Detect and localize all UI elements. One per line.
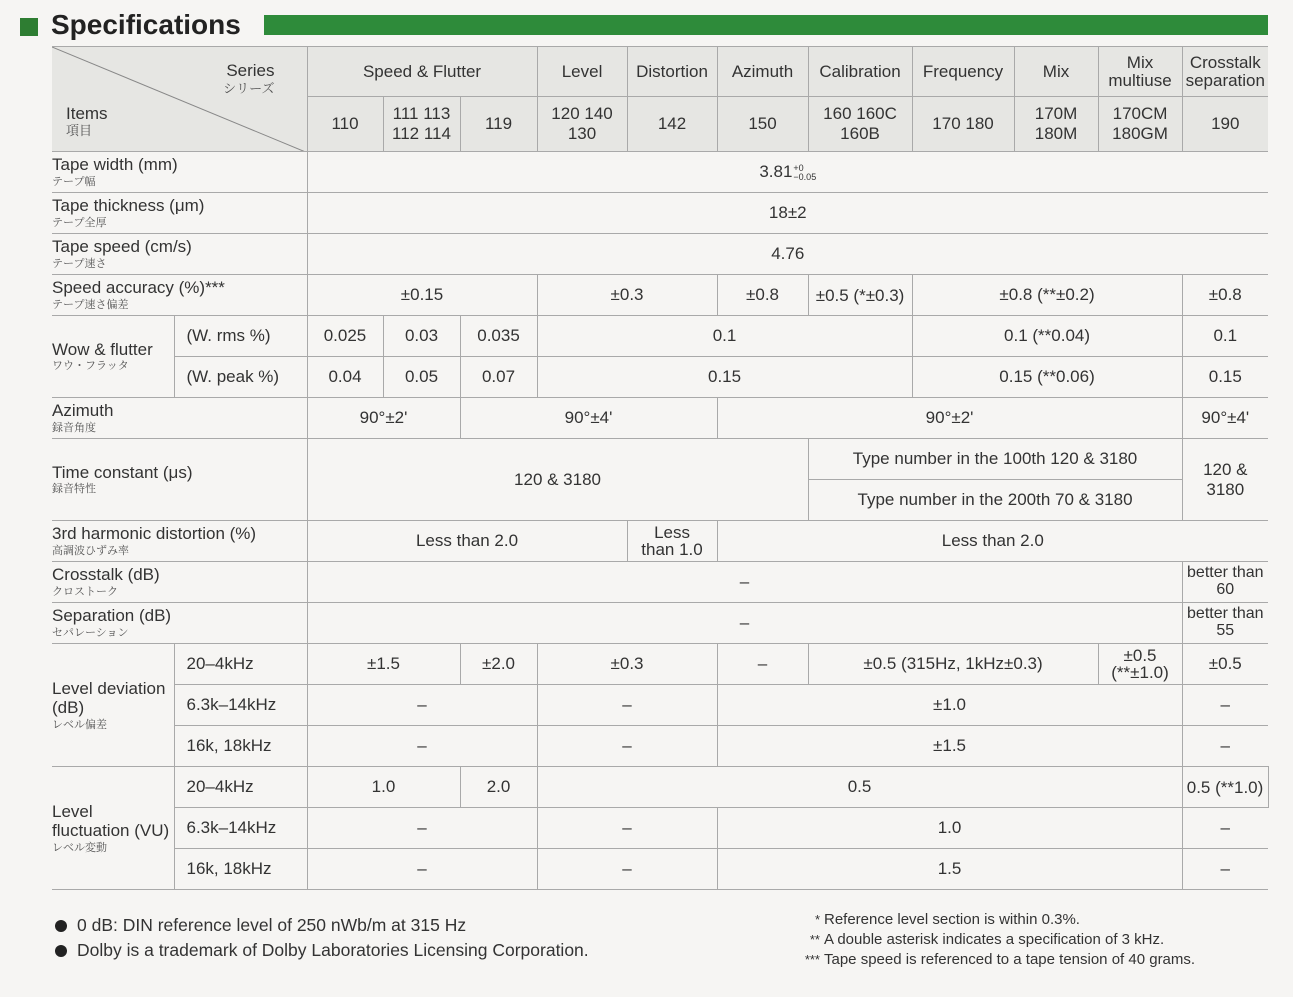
row-level-fluct-2	[52, 808, 1268, 849]
value-tape-width: 3.81 +0 −0.05	[307, 152, 1268, 193]
group-mix: Mix	[1014, 47, 1098, 97]
row-speed-accuracy	[52, 275, 1268, 316]
model-170m: 170M 180M	[1014, 97, 1098, 152]
value-wow-rms-3: 0.035	[460, 316, 537, 357]
row-wow-peak	[52, 357, 1268, 398]
label-level-fluct-r3: 16k, 18kHz	[174, 849, 307, 890]
row-level-dev-1	[52, 644, 1268, 685]
value-level-dev-r2-3: ±1.0	[717, 685, 1182, 726]
note-right-2: ** A double asterisk indicates a specification of 3 kHz.	[809, 931, 1165, 948]
value-crosstalk-1: –	[307, 562, 1182, 603]
label-level-fluct: Level fluctuation (VU) レベル変動	[52, 767, 174, 890]
value-level-dev-r1-1: ±1.5	[307, 644, 460, 685]
value-wow-rms-2: 0.03	[383, 316, 460, 357]
items-en: Items	[66, 103, 108, 123]
title-square-icon	[20, 18, 38, 36]
label-azimuth: Azimuth 録音角度	[52, 398, 307, 439]
label-crosstalk: Crosstalk (dB) クロストーク	[52, 562, 307, 603]
model-150: 150	[717, 97, 808, 152]
series-label	[223, 61, 274, 96]
value-wow-peak-2: 0.05	[383, 357, 460, 398]
value-time-constant-4: 120 & 3180	[1182, 439, 1268, 521]
model-142: 142	[627, 97, 717, 152]
value-level-dev-r1-5: ±0.5 (315Hz, 1kHz±0.3)	[808, 644, 1098, 685]
row-azimuth	[52, 398, 1268, 439]
label-level-dev: Level deviation (dB) レベル偏差	[52, 644, 174, 767]
value-separation-1: –	[307, 603, 1182, 644]
notes-right	[796, 910, 1195, 970]
label-level-fluct-r1: 20–4kHz	[174, 767, 307, 808]
value-wow-rms-6: 0.1	[1182, 316, 1268, 357]
label-wow-peak: (W. peak %)	[174, 357, 307, 398]
value-wow-rms-4: 0.1	[537, 316, 912, 357]
value-azimuth-3: 90°±2'	[717, 398, 1182, 439]
model-170cm: 170CM 180GM	[1098, 97, 1182, 152]
value-level-dev-r3-3: ±1.5	[717, 726, 1182, 767]
value-level-dev-r1-4: –	[717, 644, 808, 685]
row-tape-width	[52, 152, 1268, 193]
note-right-1: * Reference level section is within 0.3%.	[814, 911, 1080, 928]
page-title: Specifications	[51, 9, 241, 40]
notes-left	[55, 913, 589, 963]
row-separation	[52, 603, 1268, 644]
title-bar	[264, 15, 1268, 35]
label-tape-thickness: Tape thickness (μm) テープ全厚	[52, 193, 307, 234]
value-harmonic-1: Less than 2.0	[307, 521, 627, 562]
value-azimuth-2: 90°±4'	[460, 398, 717, 439]
value-level-dev-r1-7: ±0.5	[1182, 644, 1268, 685]
note-left-2: Dolby is a trademark of Dolby Laboratories Licensing Corporation.	[55, 938, 589, 963]
note-right-3: *** Tape speed is referenced to a tape tension of 40 grams.	[804, 951, 1196, 968]
value-speed-accuracy-2: ±0.3	[537, 275, 717, 316]
value-level-fluct-r3-3: 1.5	[717, 849, 1182, 890]
group-speed-flutter: Speed & Flutter	[307, 47, 537, 97]
label-level-fluct-r2: 6.3k–14kHz	[174, 808, 307, 849]
row-level-dev-3	[52, 726, 1268, 767]
row-level-fluct-1	[52, 767, 1268, 808]
value-speed-accuracy-1: ±0.15	[307, 275, 537, 316]
items-ja: 項目	[66, 123, 93, 139]
label-level-dev-r2: 6.3k–14kHz	[174, 685, 307, 726]
label-wow-rms: (W. rms %)	[174, 316, 307, 357]
value-level-dev-r3-1: –	[307, 726, 537, 767]
label-tape-width: Tape width (mm) テープ幅	[52, 152, 307, 193]
spec-table	[52, 46, 1268, 890]
bullet-icon	[55, 945, 67, 957]
value-level-dev-r3-4: –	[1182, 726, 1268, 767]
value-level-fluct-r3-2: –	[537, 849, 717, 890]
model-119: 119	[460, 97, 537, 152]
value-speed-accuracy-4: ±0.5 (*±0.3)	[808, 275, 912, 316]
bullet-icon	[55, 920, 67, 932]
value-level-fluct-r2-4: –	[1182, 808, 1268, 849]
value-level-fluct-r2-3: 1.0	[717, 808, 1182, 849]
label-harmonic: 3rd harmonic distortion (%) 高調波ひずみ率	[52, 521, 307, 562]
value-level-fluct-r1-2: 2.0	[460, 767, 537, 808]
model-111: 111 113 112 114	[383, 97, 460, 152]
value-level-dev-r1-2: ±2.0	[460, 644, 537, 685]
value-wow-rms-1: 0.025	[307, 316, 383, 357]
group-mix-multiuse: Mix multiuse	[1098, 47, 1182, 97]
row-time-constant-a	[52, 439, 1268, 480]
label-separation: Separation (dB) セパレーション	[52, 603, 307, 644]
row-crosstalk	[52, 562, 1268, 603]
value-level-dev-r1-3: ±0.3	[537, 644, 717, 685]
header-corner	[52, 47, 307, 152]
group-distortion: Distortion	[627, 47, 717, 97]
value-tape-thickness: 18±2	[307, 193, 1268, 234]
note-left-1: 0 dB: DIN reference level of 250 nWb/m at 315 Hz	[55, 913, 589, 938]
items-label	[66, 104, 108, 139]
label-tape-speed: Tape speed (cm/s) テープ速さ	[52, 234, 307, 275]
label-level-dev-r3: 16k, 18kHz	[174, 726, 307, 767]
value-level-fluct-r2-1: –	[307, 808, 537, 849]
value-time-constant-3: Type number in the 200th 70 & 3180	[808, 480, 1182, 521]
group-crosstalk: Crosstalk separation	[1182, 47, 1268, 97]
value-crosstalk-2: better than 60	[1182, 562, 1268, 603]
value-separation-2: better than 55	[1182, 603, 1268, 644]
row-level-dev-2	[52, 685, 1268, 726]
model-160: 160 160C 160B	[808, 97, 912, 152]
value-level-dev-r3-2: –	[537, 726, 717, 767]
label-wow-flutter: Wow & flutter ワウ・フラッタ	[52, 316, 174, 398]
row-tape-thickness	[52, 193, 1268, 234]
value-level-dev-r2-1: –	[307, 685, 537, 726]
row-wow-rms	[52, 316, 1268, 357]
value-wow-peak-1: 0.04	[307, 357, 383, 398]
value-level-fluct-r2-2: –	[537, 808, 717, 849]
model-110: 110	[307, 97, 383, 152]
value-wow-peak-6: 0.15	[1182, 357, 1268, 398]
value-wow-peak-3: 0.07	[460, 357, 537, 398]
value-level-dev-r1-6: ±0.5 (**±1.0)	[1098, 644, 1182, 685]
value-harmonic-2: Less than 1.0	[627, 521, 717, 562]
value-level-fluct-r1-4: 0.5 (**1.0)	[1182, 767, 1268, 808]
group-level: Level	[537, 47, 627, 97]
value-tape-speed: 4.76	[307, 234, 1268, 275]
value-speed-accuracy-6: ±0.8	[1182, 275, 1268, 316]
value-wow-peak-5: 0.15 (**0.06)	[912, 357, 1182, 398]
model-120: 120 140 130	[537, 97, 627, 152]
value-level-dev-r2-4: –	[1182, 685, 1268, 726]
row-tape-speed	[52, 234, 1268, 275]
value-level-fluct-r1-1: 1.0	[307, 767, 460, 808]
value-wow-peak-4: 0.15	[537, 357, 912, 398]
title-row	[18, 10, 1268, 40]
value-time-constant-1: 120 & 3180	[307, 439, 808, 521]
model-170: 170 180	[912, 97, 1014, 152]
value-speed-accuracy-3: ±0.8	[717, 275, 808, 316]
value-level-dev-r2-2: –	[537, 685, 717, 726]
value-harmonic-3: Less than 2.0	[717, 521, 1268, 562]
label-speed-accuracy: Speed accuracy (%)*** テープ速さ偏差	[52, 275, 307, 316]
group-frequency: Frequency	[912, 47, 1014, 97]
value-level-fluct-r3-4: –	[1182, 849, 1268, 890]
value-azimuth-1: 90°±2'	[307, 398, 460, 439]
label-level-dev-r1: 20–4kHz	[174, 644, 307, 685]
value-wow-rms-5: 0.1 (**0.04)	[912, 316, 1182, 357]
row-level-fluct-3	[52, 849, 1268, 890]
value-level-fluct-r3-1: –	[307, 849, 537, 890]
value-azimuth-4: 90°±4'	[1182, 398, 1268, 439]
series-en: Series	[226, 61, 275, 80]
group-azimuth: Azimuth	[717, 47, 808, 97]
row-harmonic	[52, 521, 1268, 562]
label-time-constant: Time constant (μs) 録音特性	[52, 439, 307, 521]
series-ja: シリーズ	[223, 80, 275, 96]
group-calibration: Calibration	[808, 47, 912, 97]
model-190: 190	[1182, 97, 1268, 152]
value-time-constant-2: Type number in the 100th 120 & 3180	[808, 439, 1182, 480]
value-level-fluct-r1-3: 0.5	[537, 767, 1182, 808]
value-speed-accuracy-5: ±0.8 (**±0.2)	[912, 275, 1182, 316]
